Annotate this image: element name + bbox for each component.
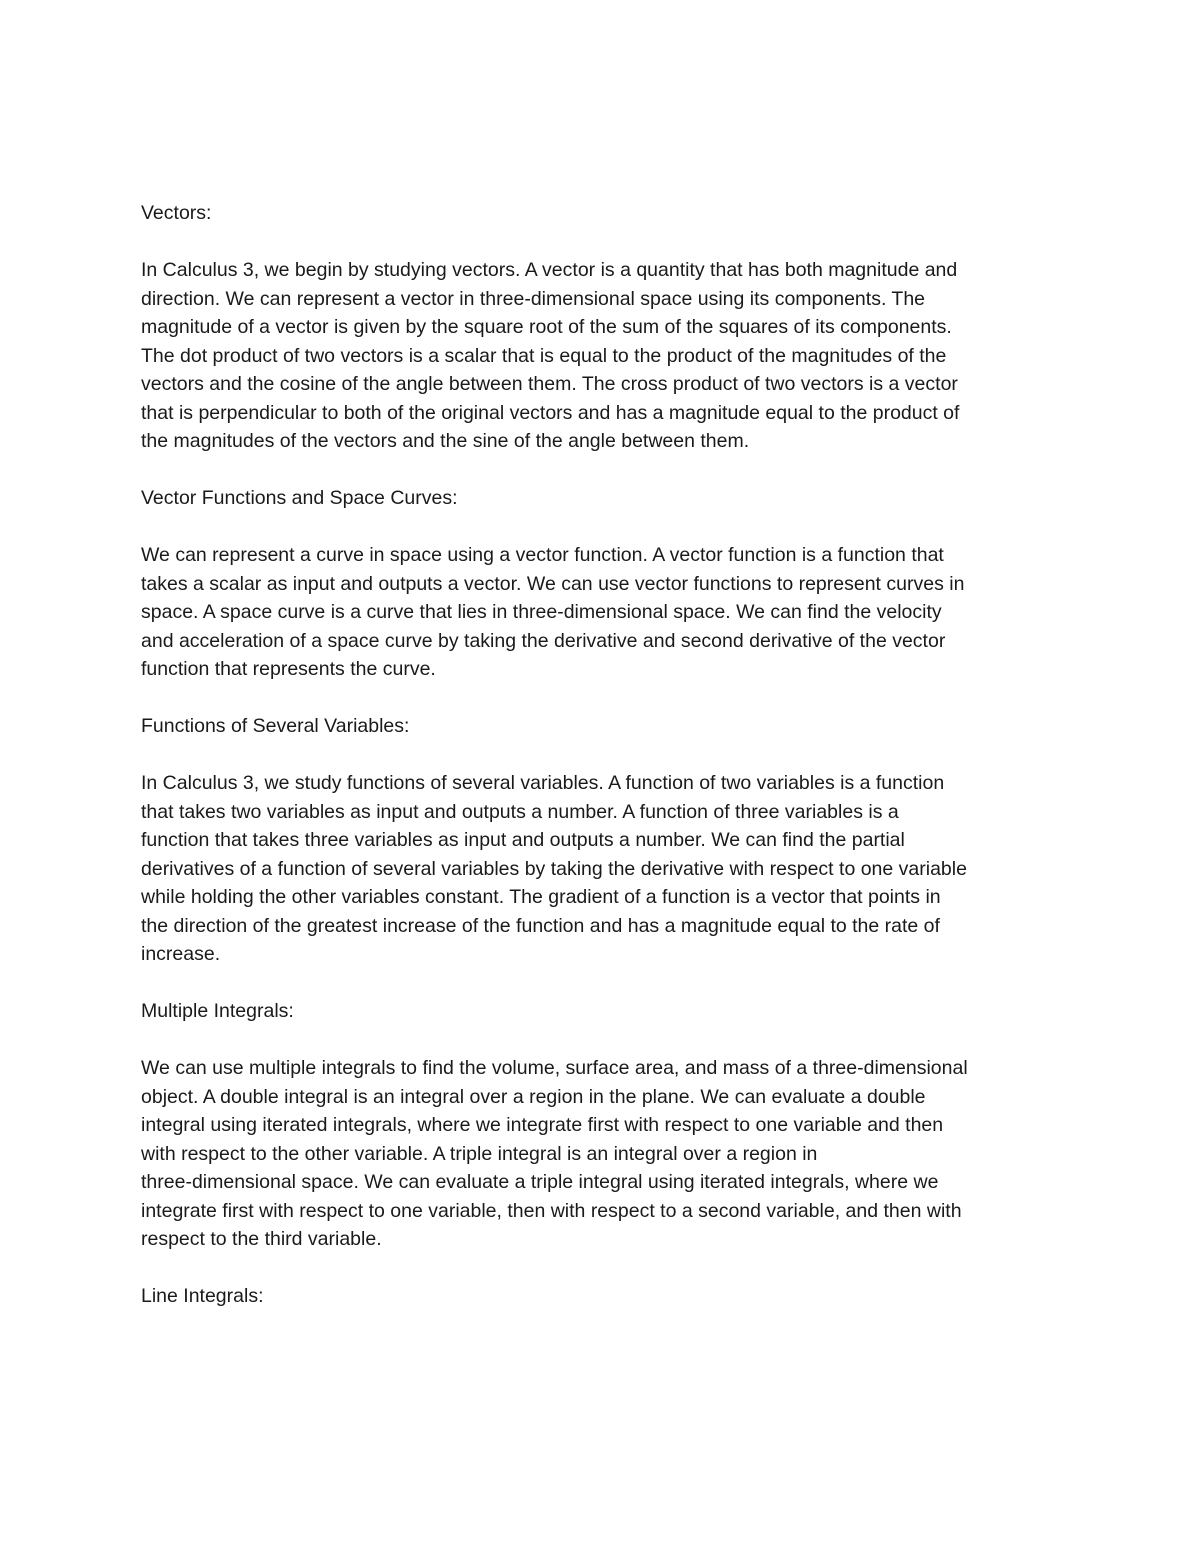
- paragraph-line: function that takes three variables as input and outputs a number. We can find the partial: [141, 829, 905, 851]
- section-paragraph: [141, 256, 1066, 456]
- paragraph-line: space. A space curve is a curve that lies in three-dimensional space. We can find the velocity: [141, 601, 942, 623]
- paragraph-line: direction. We can represent a vector in three-dimensional space using its components. The: [141, 287, 926, 310]
- paragraph-line: The dot product of two vectors is a scalar that is equal to the product of the magnitudes of the: [141, 344, 947, 367]
- paragraph-line: and acceleration of a space curve by taking the derivative and second derivative of the vector: [141, 629, 946, 652]
- paragraph-line: vectors and the cosine of the angle between them. The cross product of two vectors is a vector: [141, 373, 958, 395]
- section-paragraph: [141, 769, 1066, 969]
- paragraph-line: increase.: [141, 943, 221, 965]
- paragraph-line: integral using iterated integrals, where we integrate first with respect to one variable and then: [141, 1114, 944, 1136]
- section-paragraph: [141, 1054, 1066, 1254]
- paragraph-line: that is perpendicular to both of the original vectors and has a magnitude equal to the product of: [141, 401, 960, 424]
- paragraph-line: We can use multiple integrals to find the volume, surface area, and mass of a three-dimensional: [141, 1057, 968, 1079]
- paragraph-line: three-dimensional space. We can evaluate a triple integral using iterated integrals, where we: [141, 1171, 939, 1193]
- section-heading: Vector Functions and Space Curves:: [141, 487, 458, 509]
- document-page: [141, 199, 1066, 1311]
- paragraph-line: while holding the other variables constant. The gradient of a function is a vector that points in: [141, 886, 941, 908]
- paragraph-line: object. A double integral is an integral over a region in the plane. We can evaluate a double: [141, 1085, 926, 1108]
- section-heading: Vectors:: [141, 202, 212, 224]
- section-paragraph: [141, 541, 1066, 684]
- section-functions-several-variables: [141, 712, 1066, 997]
- paragraph-line: takes a scalar as input and outputs a vector. We can use vector functions to represent curves in: [141, 572, 965, 595]
- paragraph-line: In Calculus 3, we study functions of several variables. A function of two variables is a function: [141, 772, 945, 794]
- paragraph-line: respect to the third variable.: [141, 1228, 382, 1250]
- paragraph-line: the direction of the greatest increase of the function and has a magnitude equal to the rate of: [141, 914, 940, 937]
- paragraph-line: In Calculus 3, we begin by studying vectors. A vector is a quantity that has both magnitude and: [141, 259, 958, 281]
- paragraph-line: derivatives of a function of several variables by taking the derivative with respect to one variable: [141, 857, 967, 880]
- paragraph-line: integrate first with respect to one variable, then with respect to a second variable, and then with: [141, 1199, 962, 1222]
- paragraph-line: that takes two variables as input and outputs a number. A function of three variables is a: [141, 800, 899, 823]
- paragraph-line: magnitude of a vector is given by the square root of the sum of the squares of its components.: [141, 316, 952, 338]
- section-heading: Functions of Several Variables:: [141, 715, 410, 737]
- paragraph-line: We can represent a curve in space using a vector function. A vector function is a function that: [141, 544, 944, 566]
- paragraph-line: the magnitudes of the vectors and the sine of the angle between them.: [141, 430, 750, 452]
- section-heading: Line Integrals:: [141, 1285, 264, 1307]
- section-vectors: [141, 199, 1066, 484]
- paragraph-line: function that represents the curve.: [141, 658, 436, 680]
- section-line-integrals: [141, 1282, 1066, 1311]
- section-heading: Multiple Integrals:: [141, 1000, 294, 1022]
- section-vector-functions: [141, 484, 1066, 712]
- section-multiple-integrals: [141, 997, 1066, 1282]
- paragraph-line: with respect to the other variable. A triple integral is an integral over a region in: [141, 1142, 818, 1165]
